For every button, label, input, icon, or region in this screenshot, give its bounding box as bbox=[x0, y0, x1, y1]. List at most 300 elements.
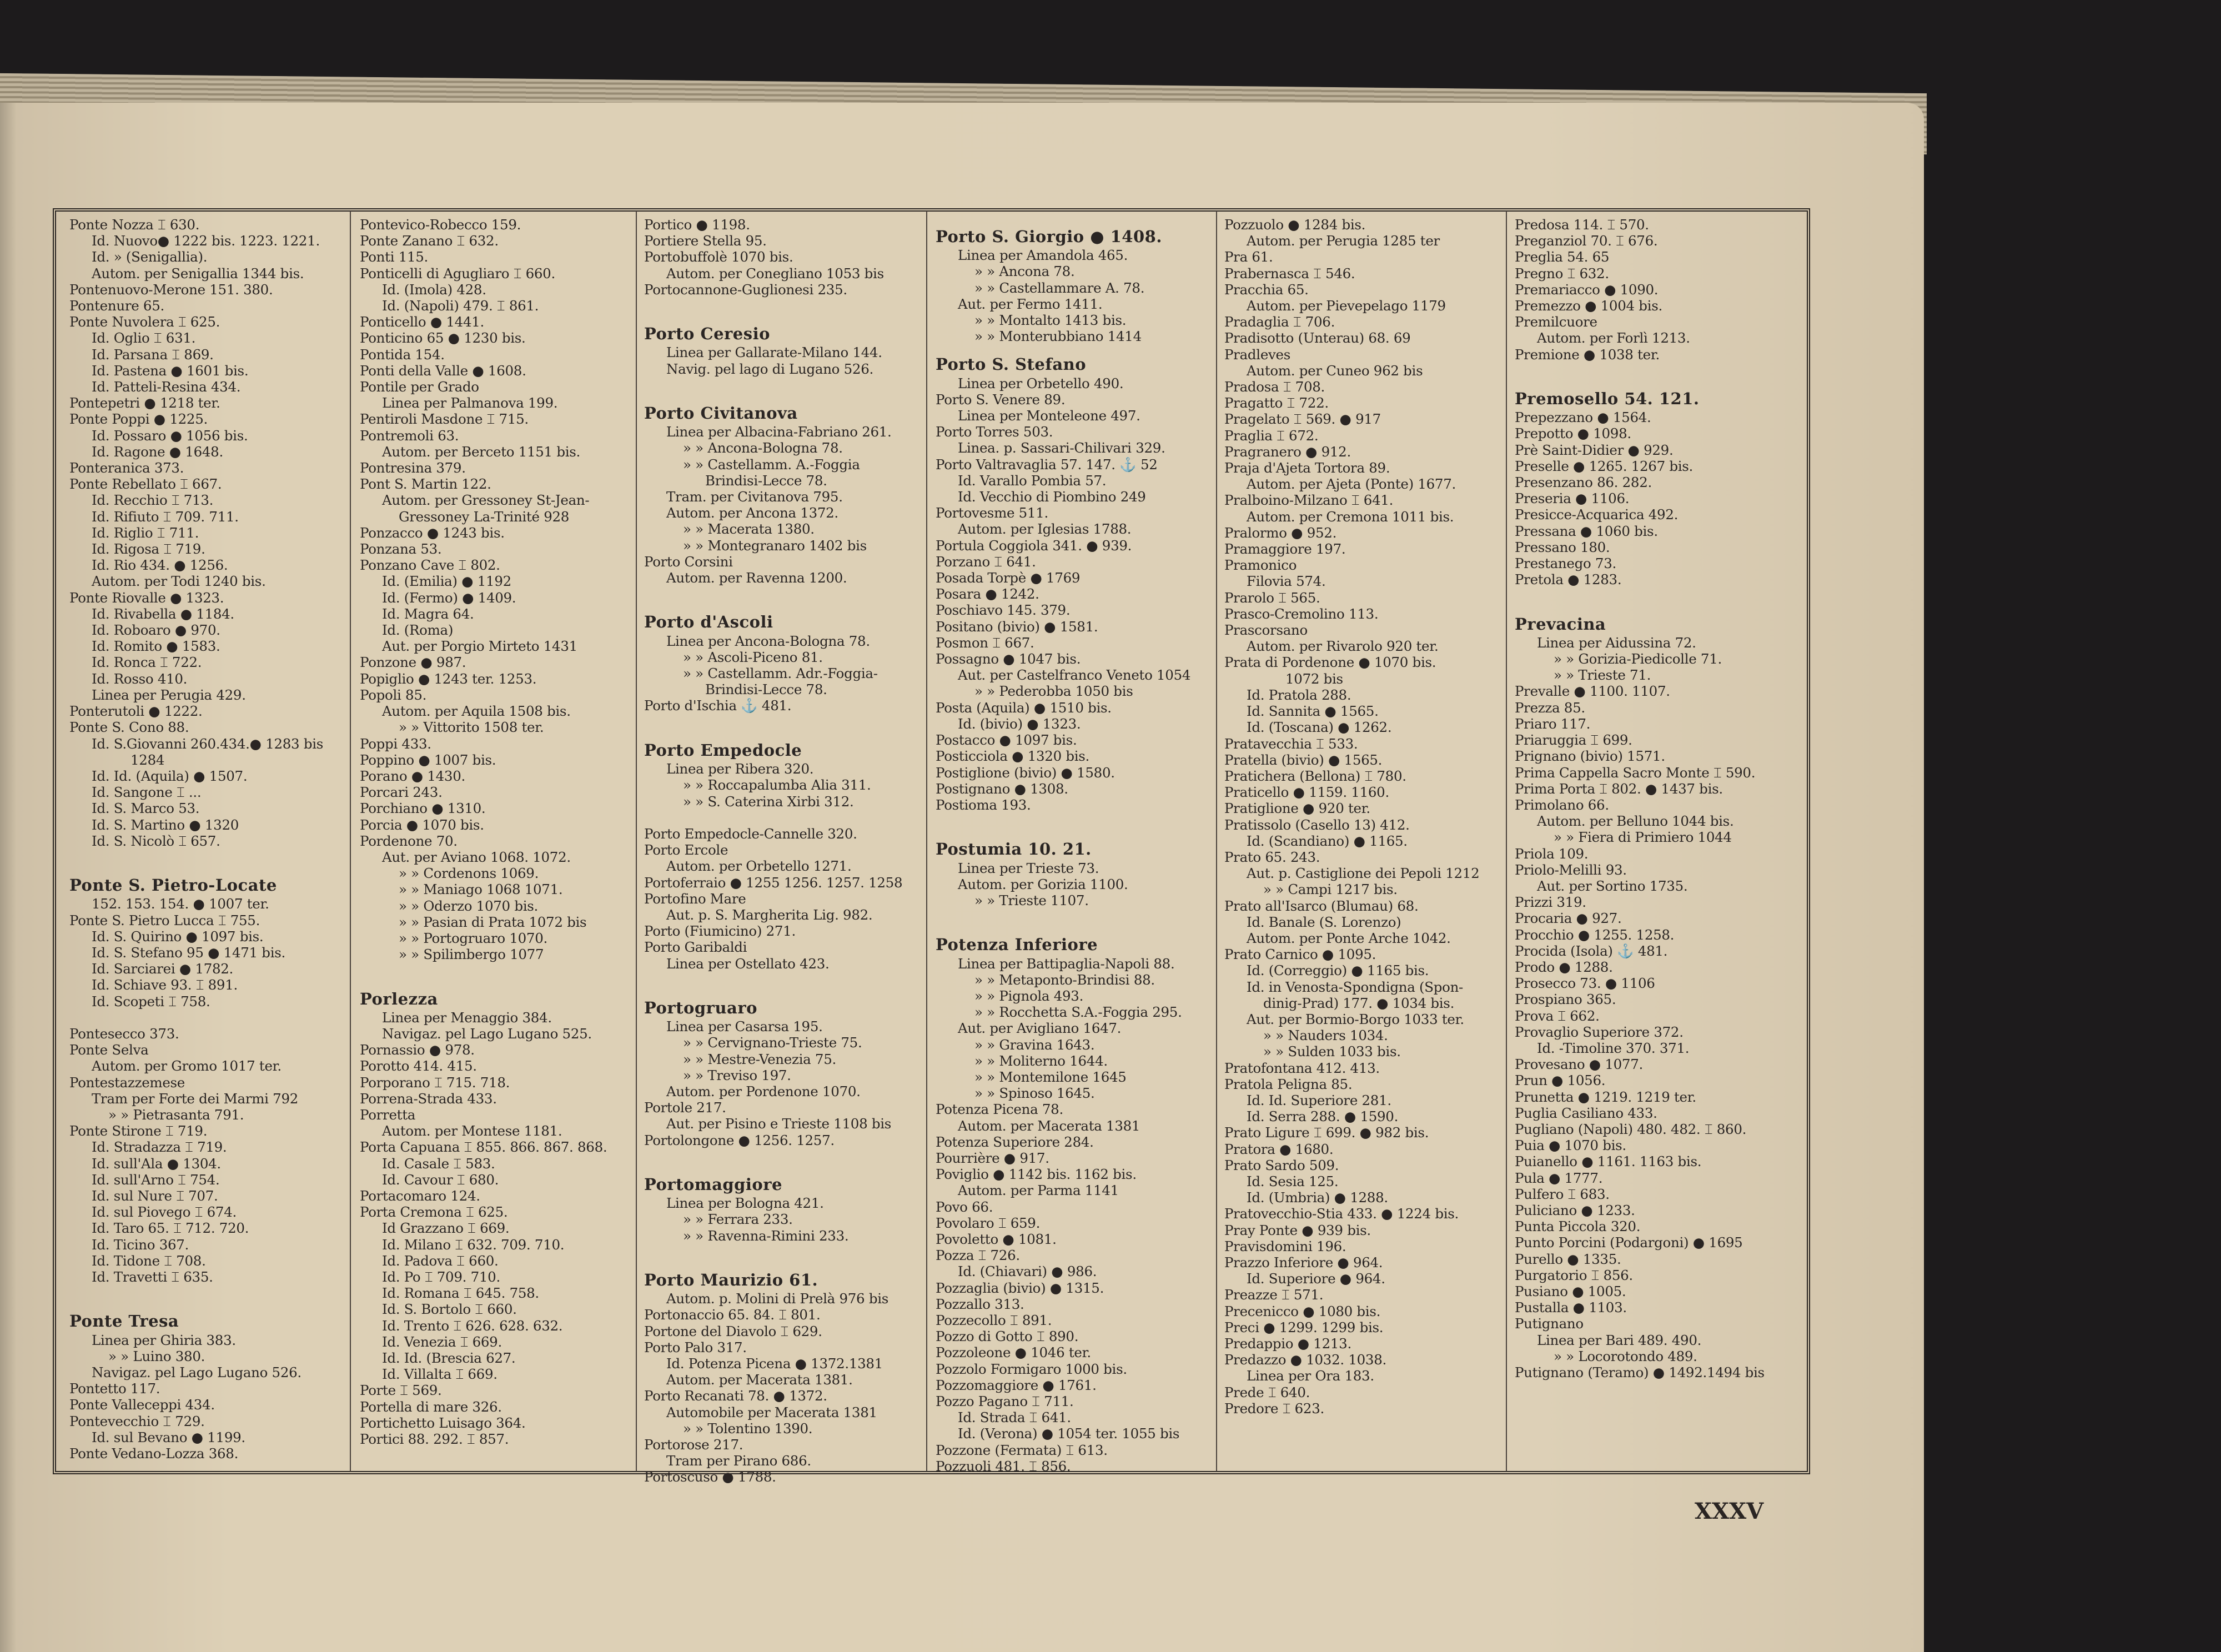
index-entry: Autom. per Parma 1141 bbox=[958, 1182, 1119, 1199]
index-entry: Postiglione (bivio) ● 1580. bbox=[936, 764, 1115, 781]
index-entry: Pratavecchia ⌶ 533. bbox=[1224, 735, 1358, 752]
index-entry: Preselle ● 1265. 1267 bis. bbox=[1515, 458, 1694, 474]
index-entry: Porcari 243. bbox=[360, 784, 443, 801]
index-entry: Id. Sangone ⌶ ... bbox=[92, 784, 202, 801]
index-entry: Ponte Rebellato ⌶ 667. bbox=[69, 476, 222, 493]
index-entry: Id. Ronca ⌶ 722. bbox=[92, 654, 202, 671]
index-entry: Navig. pel lago di Lugano 526. bbox=[666, 360, 873, 377]
index-entry: Pressana ● 1060 bis. bbox=[1515, 523, 1658, 539]
index-heading: Porlezza bbox=[360, 989, 438, 1008]
index-entry: » » Macerata 1380. bbox=[683, 521, 815, 538]
column-rule bbox=[926, 211, 927, 1472]
index-entry: Portonaccio 65. 84. ⌶ 801. bbox=[644, 1307, 821, 1323]
index-entry: Punto Porcini (Podargoni) ● 1695 bbox=[1515, 1234, 1743, 1251]
index-entry: Id. S.Giovanni 260.434.● 1283 bis bbox=[92, 735, 324, 752]
index-entry: Porto Corsini bbox=[644, 553, 733, 570]
index-entry: Id. (Napoli) 479. ⌶ 861. bbox=[382, 298, 539, 314]
index-entry: Id. Id. Superiore 281. bbox=[1247, 1092, 1391, 1108]
index-entry: Porto Empedocle-Cannelle 320. bbox=[644, 825, 857, 842]
index-entry: Id. Magra 64. bbox=[382, 605, 474, 622]
index-entry: Pratiglione ● 920 ter. bbox=[1224, 800, 1370, 817]
index-entry: Id. Rivabella ● 1184. bbox=[92, 605, 234, 622]
index-entry: » » Montemilone 1645 bbox=[974, 1068, 1127, 1085]
index-entry: 1072 bis bbox=[1285, 670, 1343, 687]
index-entry: Portichetto Luisago 364. bbox=[360, 1414, 526, 1431]
index-entry: Id. S. Stefano 95 ● 1471 bis. bbox=[92, 944, 285, 961]
index-entry: Porto Ercole bbox=[644, 842, 728, 858]
index-entry: Prede ⌶ 640. bbox=[1224, 1384, 1310, 1400]
index-heading: Portogruaro bbox=[644, 998, 757, 1017]
index-entry: Pozzallo 313. bbox=[936, 1296, 1024, 1312]
index-entry: Id. Recchio ⌶ 713. bbox=[92, 492, 214, 509]
index-entry: Popiglio ● 1243 ter. 1253. bbox=[360, 670, 537, 687]
index-entry: Id. Padova ⌶ 660. bbox=[382, 1252, 499, 1269]
index-entry: Provesano ● 1077. bbox=[1515, 1056, 1643, 1073]
index-entry: Portoferraio ● 1255 1256. 1257. 1258 bbox=[644, 874, 903, 891]
index-heading: Ponte S. Pietro-Locate bbox=[69, 876, 277, 895]
index-entry: » » Roccapalumba Alia 311. bbox=[683, 777, 871, 794]
index-entry: » » Oderzo 1070 bis. bbox=[399, 897, 538, 914]
index-entry: Id. Id. (Aquila) ● 1507. bbox=[92, 767, 248, 784]
index-column-3 bbox=[644, 217, 913, 1485]
index-entry: Puia ● 1070 bis. bbox=[1515, 1137, 1626, 1154]
index-entry: Id. (Scandiano) ● 1165. bbox=[1247, 832, 1408, 849]
index-entry: Preseria ● 1106. bbox=[1515, 490, 1630, 507]
index-entry: » » Castellamm. A.-Foggia bbox=[683, 456, 860, 473]
index-entry: Portoscuso ● 1788. bbox=[644, 1469, 776, 1485]
index-entry: » » Maniago 1068 1071. bbox=[399, 881, 563, 898]
index-entry: Pozzaglia (bivio) ● 1315. bbox=[936, 1279, 1104, 1296]
index-entry: Preglia 54. 65 bbox=[1515, 249, 1610, 265]
index-entry: Id. Villalta ⌶ 669. bbox=[382, 1366, 498, 1383]
index-entry: Ponte Stirone ⌶ 719. bbox=[69, 1123, 208, 1139]
index-entry: Predosa 114. ⌶ 570. bbox=[1515, 217, 1649, 233]
index-entry: dinig-Prad) 177. ● 1034 bis. bbox=[1263, 995, 1455, 1011]
index-entry: Autom. per Ravenna 1200. bbox=[666, 570, 847, 586]
index-entry: Id. S. Bortolo ⌶ 660. bbox=[382, 1301, 517, 1318]
index-entry: Portolongone ● 1256. 1257. bbox=[644, 1132, 835, 1148]
index-entry: Pozzecollo ⌶ 891. bbox=[936, 1312, 1052, 1328]
index-entry: Prato all'Isarco (Blumau) 68. bbox=[1224, 897, 1419, 914]
index-entry: » » Portogruaro 1070. bbox=[399, 930, 547, 946]
index-entry: Autom. per Gressoney St-Jean- bbox=[382, 492, 590, 509]
index-entry: Porano ● 1430. bbox=[360, 767, 465, 784]
index-heading: Ponte Tresa bbox=[69, 1312, 179, 1331]
index-heading: Prevacina bbox=[1515, 614, 1606, 634]
index-entry: Linea per Bologna 421. bbox=[666, 1195, 824, 1212]
index-entry: Id. S. Quirino ● 1097 bis. bbox=[92, 928, 264, 945]
index-entry: Ponte S. Cono 88. bbox=[69, 719, 189, 736]
index-entry: Portiere Stella 95. bbox=[644, 233, 767, 249]
index-heading: Porto Maurizio 61. bbox=[644, 1270, 818, 1289]
index-entry: Potenza Superiore 284. bbox=[936, 1133, 1094, 1150]
index-entry: Linea per Bari 489. 490. bbox=[1537, 1332, 1702, 1348]
index-entry: Pozzone (Fermata) ⌶ 613. bbox=[936, 1442, 1108, 1458]
index-entry: Autom. per Ancona 1372. bbox=[666, 505, 838, 521]
index-entry: Autom. per Gorizia 1100. bbox=[958, 876, 1128, 892]
index-entry: Praticello ● 1159. 1160. bbox=[1224, 784, 1389, 801]
index-entry: Filovia 574. bbox=[1247, 573, 1326, 590]
index-entry: Porto Garibaldi bbox=[644, 939, 747, 956]
index-entry bbox=[1515, 588, 1798, 604]
index-entry: Pozzuoli 481. ⌶ 856. bbox=[936, 1458, 1071, 1474]
index-entry: Pradisotto (Unterau) 68. 69 bbox=[1224, 330, 1411, 347]
index-entry: Pozza ⌶ 726. bbox=[936, 1247, 1020, 1264]
page-gutter-shadow bbox=[0, 103, 17, 1652]
index-entry: Id. Possaro ● 1056 bis. bbox=[92, 427, 248, 444]
index-entry: Linea per Gallarate-Milano 144. bbox=[666, 344, 882, 361]
index-entry: Prepotto ● 1098. bbox=[1515, 425, 1631, 442]
index-entry: Id. (Fermo) ● 1409. bbox=[382, 589, 516, 606]
index-entry: » » Castellammare A. 78. bbox=[974, 279, 1145, 296]
index-entry: Pratella (bivio) ● 1565. bbox=[1224, 751, 1383, 768]
index-entry: Id. (Correggio) ● 1165 bis. bbox=[1247, 962, 1429, 979]
index-entry: Aut. per Castelfranco Veneto 1054 bbox=[958, 667, 1191, 684]
index-entry: Posara ● 1242. bbox=[936, 586, 1039, 602]
index-entry: Id. sul Bevano ● 1199. bbox=[92, 1429, 245, 1445]
index-entry: Id. Sesia 125. bbox=[1247, 1173, 1339, 1189]
index-entry: Portici 88. 292. ⌶ 857. bbox=[360, 1431, 509, 1448]
index-entry: Pourrière ● 917. bbox=[936, 1149, 1049, 1166]
index-entry: Id. (Roma) bbox=[382, 622, 454, 639]
index-entry: Id. Banale (S. Lorenzo) bbox=[1247, 913, 1401, 930]
index-entry: Tram per Pirano 686. bbox=[666, 1453, 811, 1469]
index-entry: Pontenure 65. bbox=[69, 298, 164, 314]
index-entry: Portole 217. bbox=[644, 1099, 726, 1116]
index-entry bbox=[644, 714, 913, 730]
index-entry: Porrena-Strada 433. bbox=[360, 1090, 497, 1107]
index-entry: Ponticello ● 1441. bbox=[360, 314, 485, 330]
index-entry: Premilcuore bbox=[1515, 314, 1597, 330]
index-entry: Precenicco ● 1080 bis. bbox=[1224, 1303, 1381, 1319]
index-entry: Autom. per Gromo 1017 ter. bbox=[92, 1058, 282, 1074]
index-entry: Autom. per Pievepelago 1179 bbox=[1247, 298, 1446, 314]
index-entry: » » Pasian di Prata 1072 bis bbox=[399, 913, 587, 930]
index-entry: Pontetto 117. bbox=[69, 1380, 160, 1397]
index-entry: Pontremoli 63. bbox=[360, 427, 459, 444]
index-entry: Pratovecchio-Stia 433. ● 1224 bis. bbox=[1224, 1206, 1459, 1222]
index-entry: Portone del Diavolo ⌶ 629. bbox=[644, 1323, 822, 1339]
index-entry: Autom. per Macerata 1381 bbox=[958, 1117, 1140, 1134]
index-entry: » » Fiera di Primiero 1044 bbox=[1554, 829, 1732, 846]
index-entry: Autom. per Cuneo 962 bis bbox=[1247, 362, 1423, 379]
index-entry: Id. (Emilia) ● 1192 bbox=[382, 573, 511, 590]
index-entry: Prato Ligure ⌶ 699. ● 982 bis. bbox=[1224, 1124, 1429, 1141]
index-entry: Ponzana 53. bbox=[360, 541, 442, 558]
index-entry: Prova ⌶ 662. bbox=[1515, 1007, 1600, 1024]
index-entry: » » Montalto 1413 bis. bbox=[974, 312, 1127, 329]
index-entry: Presenzano 86. 282. bbox=[1515, 474, 1652, 491]
index-entry: Pozzomaggiore ● 1761. bbox=[936, 1377, 1097, 1393]
index-entry: Ponti della Valle ● 1608. bbox=[360, 362, 526, 379]
index-entry: Prignano (bivio) 1571. bbox=[1515, 748, 1665, 765]
index-entry: » » Monterubbiano 1414 bbox=[974, 328, 1142, 345]
index-entry bbox=[1515, 363, 1798, 379]
index-entry: Autom. per Ponte Arche 1042. bbox=[1247, 930, 1451, 946]
index-entry: Porcia ● 1070 bis. bbox=[360, 816, 484, 833]
index-entry: Ponzacco ● 1243 bis. bbox=[360, 524, 505, 541]
index-entry: Autom. per Macerata 1381. bbox=[666, 1372, 853, 1388]
index-entry: Id. sull'Arno ⌶ 754. bbox=[92, 1171, 220, 1188]
index-entry: Prato Carnico ● 1095. bbox=[1224, 946, 1376, 963]
index-entry: Postacco ● 1097 bis. bbox=[936, 732, 1077, 749]
index-heading: Porto d'Ascoli bbox=[644, 612, 773, 632]
index-entry: Aut. per Sortino 1735. bbox=[1537, 877, 1688, 894]
index-entry: Pustalla ● 1103. bbox=[1515, 1299, 1627, 1316]
index-entry: Id. (Verona) ● 1054 ter. 1055 bis bbox=[958, 1425, 1180, 1442]
index-entry: Prarolo ⌶ 565. bbox=[1224, 589, 1320, 606]
index-entry: Prabernasca ⌶ 546. bbox=[1224, 265, 1355, 282]
index-entry: Id. Stradazza ⌶ 719. bbox=[92, 1139, 227, 1156]
index-entry: Purgatorio ⌶ 856. bbox=[1515, 1267, 1633, 1283]
index-entry: Porto (Fiumicino) 271. bbox=[644, 923, 796, 940]
index-entry: » » Gorizia-Piedicolle 71. bbox=[1554, 651, 1722, 667]
index-entry: Prima Porta ⌶ 802. ● 1437 bis. bbox=[1515, 780, 1723, 797]
index-entry: Priola 109. bbox=[1515, 845, 1589, 862]
index-entry: Poppino ● 1007 bis. bbox=[360, 751, 496, 768]
index-entry: Putignano (Teramo) ● 1492.1494 bis bbox=[1515, 1364, 1765, 1381]
index-entry: Id Grazzano ⌶ 669. bbox=[382, 1220, 510, 1237]
index-entry: » » Ferrara 233. bbox=[683, 1211, 793, 1228]
index-entry: Praglia ⌶ 672. bbox=[1224, 427, 1319, 444]
index-entry: Poschiavo 145. 379. bbox=[936, 602, 1071, 619]
index-entry: Linea per Battipaglia-Napoli 88. bbox=[958, 955, 1175, 972]
index-entry: Positano (bivio) ● 1581. bbox=[936, 618, 1098, 635]
index-entry: Pra 61. bbox=[1224, 249, 1273, 265]
index-entry: Aut. p. Castiglione dei Pepoli 1212 bbox=[1247, 865, 1480, 882]
index-entry: Possagno ● 1047 bis. bbox=[936, 651, 1081, 667]
index-entry: Id. Sannita ● 1565. bbox=[1247, 703, 1379, 720]
index-entry: Purello ● 1335. bbox=[1515, 1251, 1621, 1267]
index-entry: Autom. per Forlì 1213. bbox=[1537, 330, 1690, 347]
index-entry: Priolo-Melilli 93. bbox=[1515, 861, 1627, 878]
index-entry: Preazze ⌶ 571. bbox=[1224, 1287, 1324, 1303]
index-entry: Pontepetri ● 1218 ter. bbox=[69, 395, 220, 411]
index-entry bbox=[644, 298, 913, 314]
column-rule bbox=[636, 211, 637, 1472]
index-entry: Posticciola ● 1320 bis. bbox=[936, 748, 1090, 765]
index-entry: Prata di Pordenone ● 1070 bis. bbox=[1224, 654, 1436, 671]
index-entry: Id. Casale ⌶ 583. bbox=[382, 1155, 495, 1172]
index-entry: Aut. per Pisino e Trieste 1108 bis bbox=[666, 1116, 892, 1132]
index-entry: Id. Trento ⌶ 626. 628. 632. bbox=[382, 1317, 563, 1334]
index-entry: Putignano bbox=[1515, 1315, 1584, 1332]
index-entry: Pratora ● 1680. bbox=[1224, 1141, 1334, 1157]
index-entry: Autom. per Aquila 1508 bis. bbox=[382, 703, 571, 720]
index-entry: » » Pietrasanta 791. bbox=[108, 1106, 244, 1123]
index-entry: Porto d'Ischia ⚓ 481. bbox=[644, 697, 792, 714]
index-entry: Puianello ● 1161. 1163 bis. bbox=[1515, 1153, 1702, 1170]
index-entry: Aut. per Aviano 1068. 1072. bbox=[382, 848, 571, 865]
index-entry: Pont S. Martin 122. bbox=[360, 476, 491, 493]
index-entry: Id. sul Piovego ⌶ 674. bbox=[92, 1204, 237, 1221]
index-entry: Prunetta ● 1219. 1219 ter. bbox=[1515, 1088, 1696, 1105]
index-entry: Id. Parsana ⌶ 869. bbox=[92, 346, 214, 363]
index-entry: Pralormo ● 952. bbox=[1224, 524, 1337, 541]
index-entry: Prato 65. 243. bbox=[1224, 848, 1320, 865]
index-entry: Premezzo ● 1004 bis. bbox=[1515, 298, 1662, 314]
index-entry: » » Tolentino 1390. bbox=[683, 1420, 813, 1437]
index-entry: Id. Travetti ⌶ 635. bbox=[92, 1269, 213, 1285]
index-entry: Id. Rifiuto ⌶ 709. 711. bbox=[92, 508, 239, 525]
index-entry: Portula Coggiola 341. ● 939. bbox=[936, 537, 1132, 554]
index-entry bbox=[360, 962, 629, 978]
index-entry: Porzano ⌶ 641. bbox=[936, 553, 1036, 570]
index-entry bbox=[644, 586, 913, 602]
index-entry: Autom. per Belluno 1044 bis. bbox=[1537, 813, 1734, 830]
index-entry: » » Nauders 1034. bbox=[1263, 1027, 1388, 1044]
index-entry: Pontevico-Robecco 159. bbox=[360, 217, 521, 233]
index-entry: Pragranero ● 912. bbox=[1224, 443, 1351, 460]
index-entry: Automobile per Macerata 1381 bbox=[666, 1404, 877, 1420]
index-entry: 1284 bbox=[130, 751, 165, 768]
index-heading: Potenza Inferiore bbox=[936, 935, 1098, 955]
index-entry: Pontenuovo-Merone 151. 380. bbox=[69, 281, 273, 298]
index-entry: » » Ancona-Bologna 78. bbox=[683, 440, 843, 456]
index-entry: Porto Torres 503. bbox=[936, 424, 1053, 440]
index-entry: Postioma 193. bbox=[936, 796, 1031, 813]
index-entry: Predazzo ● 1032. 1038. bbox=[1224, 1352, 1386, 1368]
index-entry: Ponzone ● 987. bbox=[360, 654, 466, 671]
index-entry: Pusiano ● 1005. bbox=[1515, 1283, 1626, 1299]
index-entry: Tram per Forte dei Marmi 792 bbox=[92, 1090, 299, 1107]
index-entry: » » Ancona 78. bbox=[974, 263, 1075, 280]
index-entry: » » Gravina 1643. bbox=[974, 1036, 1095, 1053]
index-entry: Primolano 66. bbox=[1515, 796, 1609, 813]
index-entry: Gressoney La-Trinité 928 bbox=[399, 508, 570, 525]
index-entry: » » Pignola 493. bbox=[974, 987, 1084, 1004]
index-entry: Posada Torpè ● 1769 bbox=[936, 570, 1081, 586]
index-entry: Pramonico bbox=[1224, 557, 1297, 574]
index-entry: Pozzuolo ● 1284 bis. bbox=[1224, 217, 1366, 233]
index-heading: Premosello 54. 121. bbox=[1515, 389, 1700, 409]
index-entry: Brindisi-Lecce 78. bbox=[705, 472, 827, 489]
index-entry: » » Trieste 1107. bbox=[974, 892, 1089, 908]
index-entry: Ponte Zanano ⌶ 632. bbox=[360, 233, 499, 249]
index-entry: Pontevecchio ⌶ 729. bbox=[69, 1413, 205, 1429]
index-entry: Id. Rosso 410. bbox=[92, 670, 188, 687]
index-entry: Id. (Chiavari) ● 986. bbox=[958, 1263, 1097, 1280]
index-entry: Predappio ● 1213. bbox=[1224, 1335, 1351, 1352]
index-entry: Linea per Trieste 73. bbox=[958, 860, 1099, 876]
index-entry: Id. Potenza Picena ● 1372.1381 bbox=[666, 1355, 883, 1372]
index-entry: Id. Nuovo● 1222 bis. 1223. 1221. bbox=[92, 233, 320, 249]
index-entry: Premione ● 1038 ter. bbox=[1515, 346, 1660, 363]
index-entry: Potenza Picena 78. bbox=[936, 1101, 1063, 1118]
index-entry bbox=[69, 1285, 339, 1301]
index-heading: Postumia 10. 21. bbox=[936, 840, 1092, 859]
index-entry: Ponte Nozza ⌶ 630. bbox=[69, 217, 200, 233]
index-entry: Porto Recanati 78. ● 1372. bbox=[644, 1388, 827, 1404]
index-entry: Pontile per Grado bbox=[360, 379, 479, 395]
index-entry: Aut. per Avigliano 1647. bbox=[958, 1020, 1122, 1037]
index-entry: » » Trieste 71. bbox=[1554, 667, 1651, 684]
index-entry: Id. Vecchio di Piombino 249 bbox=[958, 489, 1146, 505]
index-entry: Priaruggia ⌶ 699. bbox=[1515, 732, 1632, 749]
index-entry: » » Montegranaro 1402 bis bbox=[683, 537, 867, 554]
index-entry: Predore ⌶ 623. bbox=[1224, 1400, 1324, 1417]
index-entry: Linea per Ora 183. bbox=[1247, 1368, 1374, 1384]
index-entry: Prevalle ● 1100. 1107. bbox=[1515, 683, 1670, 700]
index-entry: Povo 66. bbox=[936, 1198, 993, 1215]
index-entry: » » Sulden 1033 bis. bbox=[1263, 1043, 1401, 1060]
index-entry: » » Moliterno 1644. bbox=[974, 1052, 1108, 1069]
index-heading: Porto Empedocle bbox=[644, 740, 802, 760]
index-entry: Id. Oglio ⌶ 631. bbox=[92, 330, 196, 347]
page-number: XXXV bbox=[1695, 1498, 1764, 1524]
index-entry: Id. Ragone ● 1648. bbox=[92, 443, 223, 460]
index-heading: Porto S. Stefano bbox=[936, 355, 1087, 374]
index-entry: Id. (Imola) 428. bbox=[382, 281, 486, 298]
index-entry: Porretta bbox=[360, 1106, 416, 1123]
index-entry: Ponticelli di Agugliaro ⌶ 660. bbox=[360, 265, 555, 282]
index-entry: Id. Romana ⌶ 645. 758. bbox=[382, 1285, 539, 1302]
index-column-5 bbox=[1224, 217, 1494, 1472]
index-entry: Pradosa ⌶ 708. bbox=[1224, 379, 1325, 395]
index-entry: Puliciano ● 1233. bbox=[1515, 1202, 1635, 1218]
index-column-2 bbox=[360, 217, 629, 1472]
index-entry: Navigaz. pel Lago Lugano 526. bbox=[92, 1364, 302, 1381]
index-entry: » » Vittorito 1508 ter. bbox=[399, 719, 544, 736]
index-entry bbox=[644, 1148, 913, 1164]
index-entry: Linea. p. Sassari-Chilivari 329. bbox=[958, 440, 1165, 456]
index-entry: » » Ravenna-Rimini 233. bbox=[683, 1227, 849, 1244]
index-entry: Id. Schiave 93. ⌶ 891. bbox=[92, 977, 238, 993]
index-entry: Pretola ● 1283. bbox=[1515, 571, 1622, 588]
index-entry: Id. Sarciarei ● 1782. bbox=[92, 961, 234, 977]
index-entry: Id. Romito ● 1583. bbox=[92, 638, 220, 655]
index-entry: Ponte S. Pietro Lucca ⌶ 755. bbox=[69, 912, 260, 928]
index-entry: Porchiano ● 1310. bbox=[360, 800, 486, 817]
index-entry: Linea per Perugia 429. bbox=[92, 686, 246, 703]
index-entry: Linea per Ribera 320. bbox=[666, 761, 814, 777]
index-heading: Portomaggiore bbox=[644, 1174, 783, 1194]
index-entry bbox=[936, 813, 1205, 829]
index-entry: Id. Strada ⌶ 641. bbox=[958, 1409, 1071, 1426]
index-entry: Autom. p. Molini di Prelà 976 bis bbox=[666, 1291, 889, 1307]
index-entry: Praja d'Ajeta Tortora 89. bbox=[1224, 460, 1390, 476]
index-entry: Prosecco 73. ● 1106 bbox=[1515, 975, 1655, 992]
index-entry: Brindisi-Lecce 78. bbox=[705, 681, 827, 698]
index-entry: Pontestazzemese bbox=[69, 1074, 185, 1091]
index-entry: Pradleves bbox=[1224, 346, 1291, 363]
index-entry: Pulfero ⌶ 683. bbox=[1515, 1186, 1610, 1202]
index-entry: Autom. per Ajeta (Ponte) 1677. bbox=[1247, 476, 1456, 493]
index-entry: Prascorsano bbox=[1224, 622, 1308, 639]
index-entry: Porto S. Venere 89. bbox=[936, 391, 1066, 408]
index-entry: Ponte Valleceppi 434. bbox=[69, 1397, 215, 1413]
index-entry: Id. (Toscana) ● 1262. bbox=[1247, 719, 1392, 736]
index-entry: Pragelato ⌶ 569. ● 917 bbox=[1224, 411, 1381, 428]
index-entry: Priaro 117. bbox=[1515, 715, 1591, 732]
index-entry: Prizzi 319. bbox=[1515, 894, 1586, 911]
index-entry bbox=[69, 849, 339, 865]
index-entry: Puglia Casiliano 433. bbox=[1515, 1104, 1657, 1121]
index-entry: Prepezzano ● 1564. bbox=[1515, 409, 1651, 426]
index-entry: Linea per Menaggio 384. bbox=[382, 1009, 552, 1026]
index-entry: Prestanego 73. bbox=[1515, 555, 1616, 572]
index-entry: Pratofontana 412. 413. bbox=[1224, 1060, 1380, 1076]
index-entry: Popoli 85. bbox=[360, 686, 427, 703]
index-entry: Autom. per Cremona 1011 bis. bbox=[1247, 508, 1454, 525]
index-entry: Ponte Selva bbox=[69, 1042, 149, 1058]
index-entry bbox=[644, 1244, 913, 1260]
index-entry: Id. » (Senigallia). bbox=[92, 249, 208, 265]
index-entry: Id. Patteli-Resina 434. bbox=[92, 379, 241, 395]
index-entry: Id. Pratola 288. bbox=[1247, 686, 1351, 703]
index-entry: Autom. per Berceto 1151 bis. bbox=[382, 443, 580, 460]
index-entry: Id. Rio 434. ● 1256. bbox=[92, 557, 228, 574]
